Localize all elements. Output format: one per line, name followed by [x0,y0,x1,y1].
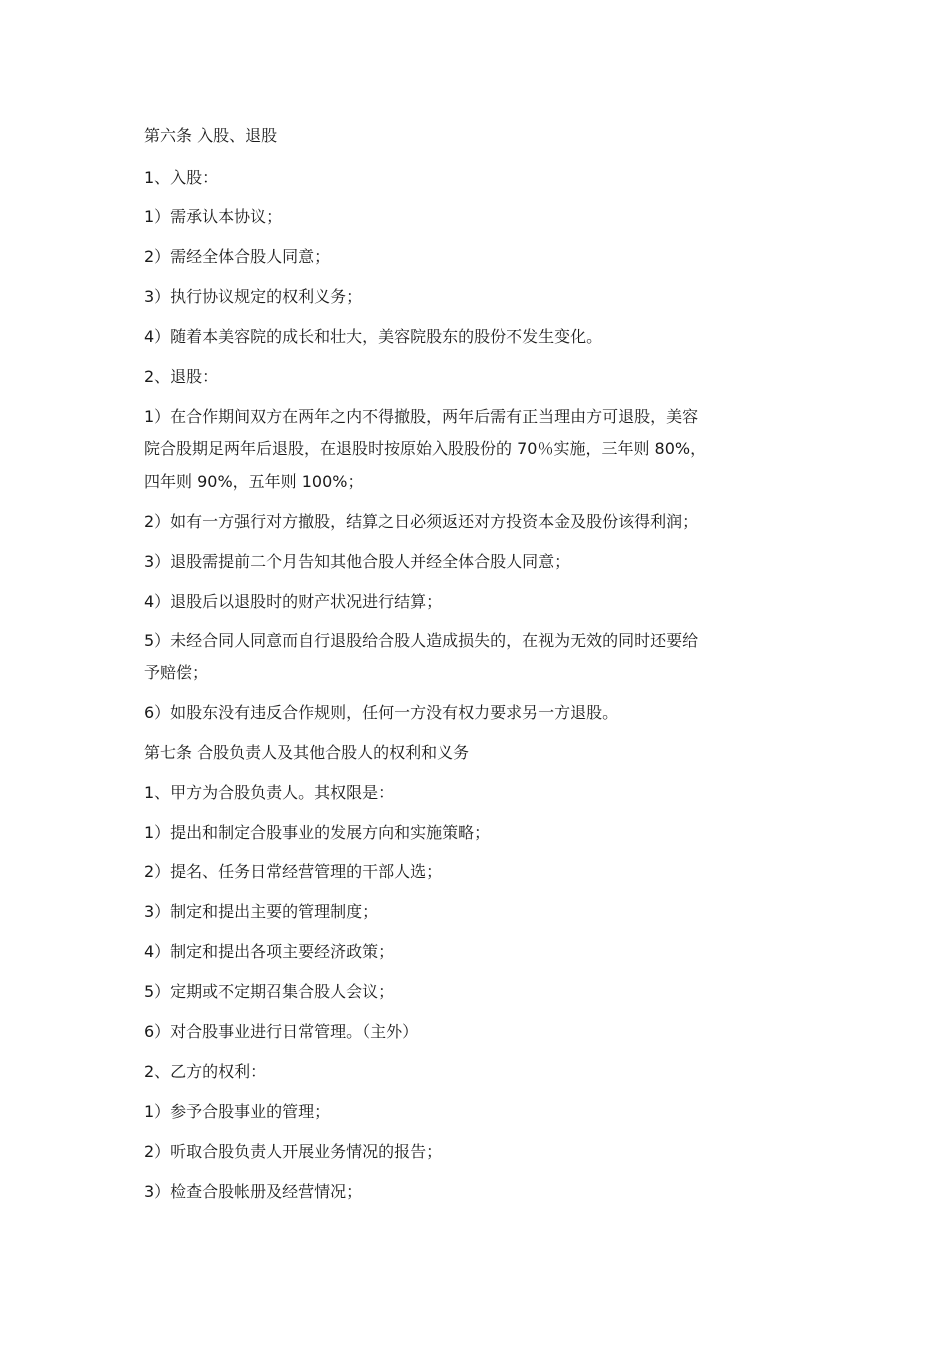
withdraw-item-1-line-3: 四年则 90%，五年则 100%； [144,472,364,491]
join-item-4: 4）随着本美容院的成长和壮大，美容院股东的股份不发生变化。 [144,327,603,346]
party-a-heading: 1、甲方为合股负责人。其权限是： [144,783,395,802]
party-a-item-2: 2）提名、任务日常经营管理的干部人选； [144,862,443,881]
join-item-3: 3）执行协议规定的权利义务； [144,287,363,306]
party-b-item-1: 1）参予合股事业的管理； [144,1102,331,1121]
withdraw-item-5-line-1: 5）未经合同人同意而自行退股给合股人造成损失的，在视为无效的同时还要给 [144,631,699,650]
party-b-item-3: 3）检查合股帐册及经营情况； [144,1182,363,1201]
withdraw-item-1-line-1: 1）在合作期间双方在两年之内不得撤股，两年后需有正当理由方可退股，美容 [144,407,699,426]
section-join-heading: 1、入股： [144,168,219,187]
party-a-item-4: 4）制定和提出各项主要经济政策； [144,942,395,961]
party-a-item-5: 5）定期或不定期召集合股人会议； [144,982,395,1001]
join-item-1: 1）需承认本协议； [144,207,283,226]
withdraw-item-4: 4）退股后以退股时的财产状况进行结算； [144,592,443,611]
withdraw-item-1-line-2: 院合股期足两年后退股，在退股时按原始入股股份的 70％实施，三年则 80%， [144,439,707,458]
withdraw-item-3: 3）退股需提前二个月告知其他合股人并经全体合股人同意； [144,552,571,571]
party-b-item-2: 2）听取合股负责人开展业务情况的报告； [144,1142,443,1161]
section-withdraw-heading: 2、退股： [144,367,219,386]
withdraw-item-2: 2）如有一方强行对方撤股，结算之日必须返还对方投资本金及股份该得利润； [144,512,699,531]
article-6-heading: 第六条 入股、退股 [144,126,278,145]
party-b-heading: 2、乙方的权利： [144,1062,267,1081]
party-a-item-3: 3）制定和提出主要的管理制度； [144,902,379,921]
article-7-heading: 第七条 合股负责人及其他合股人的权利和义务 [144,743,470,762]
join-item-2: 2）需经全体合股人同意； [144,247,331,266]
party-a-item-6: 6）对合股事业进行日常管理。（主外） [144,1022,419,1041]
withdraw-item-5-line-2: 予赔偿； [144,663,209,682]
party-a-item-1: 1）提出和制定合股事业的发展方向和实施策略； [144,823,491,842]
withdraw-item-6: 6）如股东没有违反合作规则，任何一方没有权力要求另一方退股。 [144,703,619,722]
